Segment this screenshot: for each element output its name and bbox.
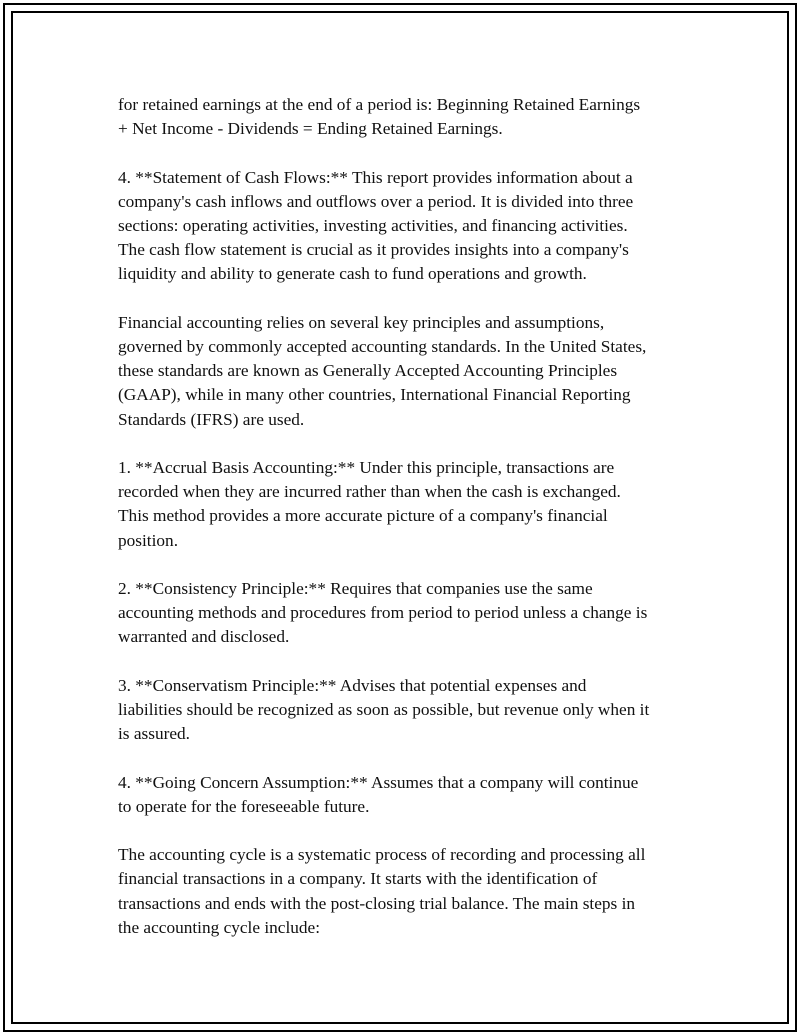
paragraph-principles-intro: Financial accounting relies on several key principles and assumptions, governed by commonly accepted accounting standards. In the United States, these standards are known as Generally Accepted Accounting Principles (GAAP), while in many other countries, International Financial Reporting Standards (IFRS) are used. bbox=[118, 312, 647, 429]
paragraph-conservatism: 3. **Conservatism Principle:** Advises that potential expenses and liabilities should be recognized as soon as possible, but revenue only when it is assured. bbox=[118, 675, 650, 744]
paragraph-accounting-cycle: The accounting cycle is a systematic process of recording and processing all financial transactions in a company. It starts with the identification of transactions and ends with the post-closing trial balance. The main steps in the accounting cycle include: bbox=[118, 845, 646, 937]
paragraph-accrual-basis: 1. **Accrual Basis Accounting:** Under this principle, transactions are recorded when they are incurred rather than when the cash is exchanged. This method provides a more accurate picture of a company's financial position. bbox=[118, 458, 621, 550]
paragraph-cash-flows: 4. **Statement of Cash Flows:** This report provides information about a company's cash inflows and outflows over a period. It is divided into three sections: operating activities, investing activities, and financing activities. The cash flow statement is crucial as it provides insights into a company's liquidity and ability to generate cash to fund operations and growth. bbox=[118, 167, 634, 284]
paragraph-going-concern: 4. **Going Concern Assumption:** Assumes that a company will continue to operate for the foreseeable future. bbox=[118, 772, 639, 816]
document-body bbox=[118, 93, 698, 964]
paragraph-retained-earnings: for retained earnings at the end of a period is: Beginning Retained Earnings + Net Income - Dividends = Ending Retained Earnings. bbox=[118, 95, 641, 139]
paragraph-consistency: 2. **Consistency Principle:** Requires that companies use the same accounting methods and procedures from period to period unless a change is warranted and disclosed. bbox=[118, 579, 648, 647]
